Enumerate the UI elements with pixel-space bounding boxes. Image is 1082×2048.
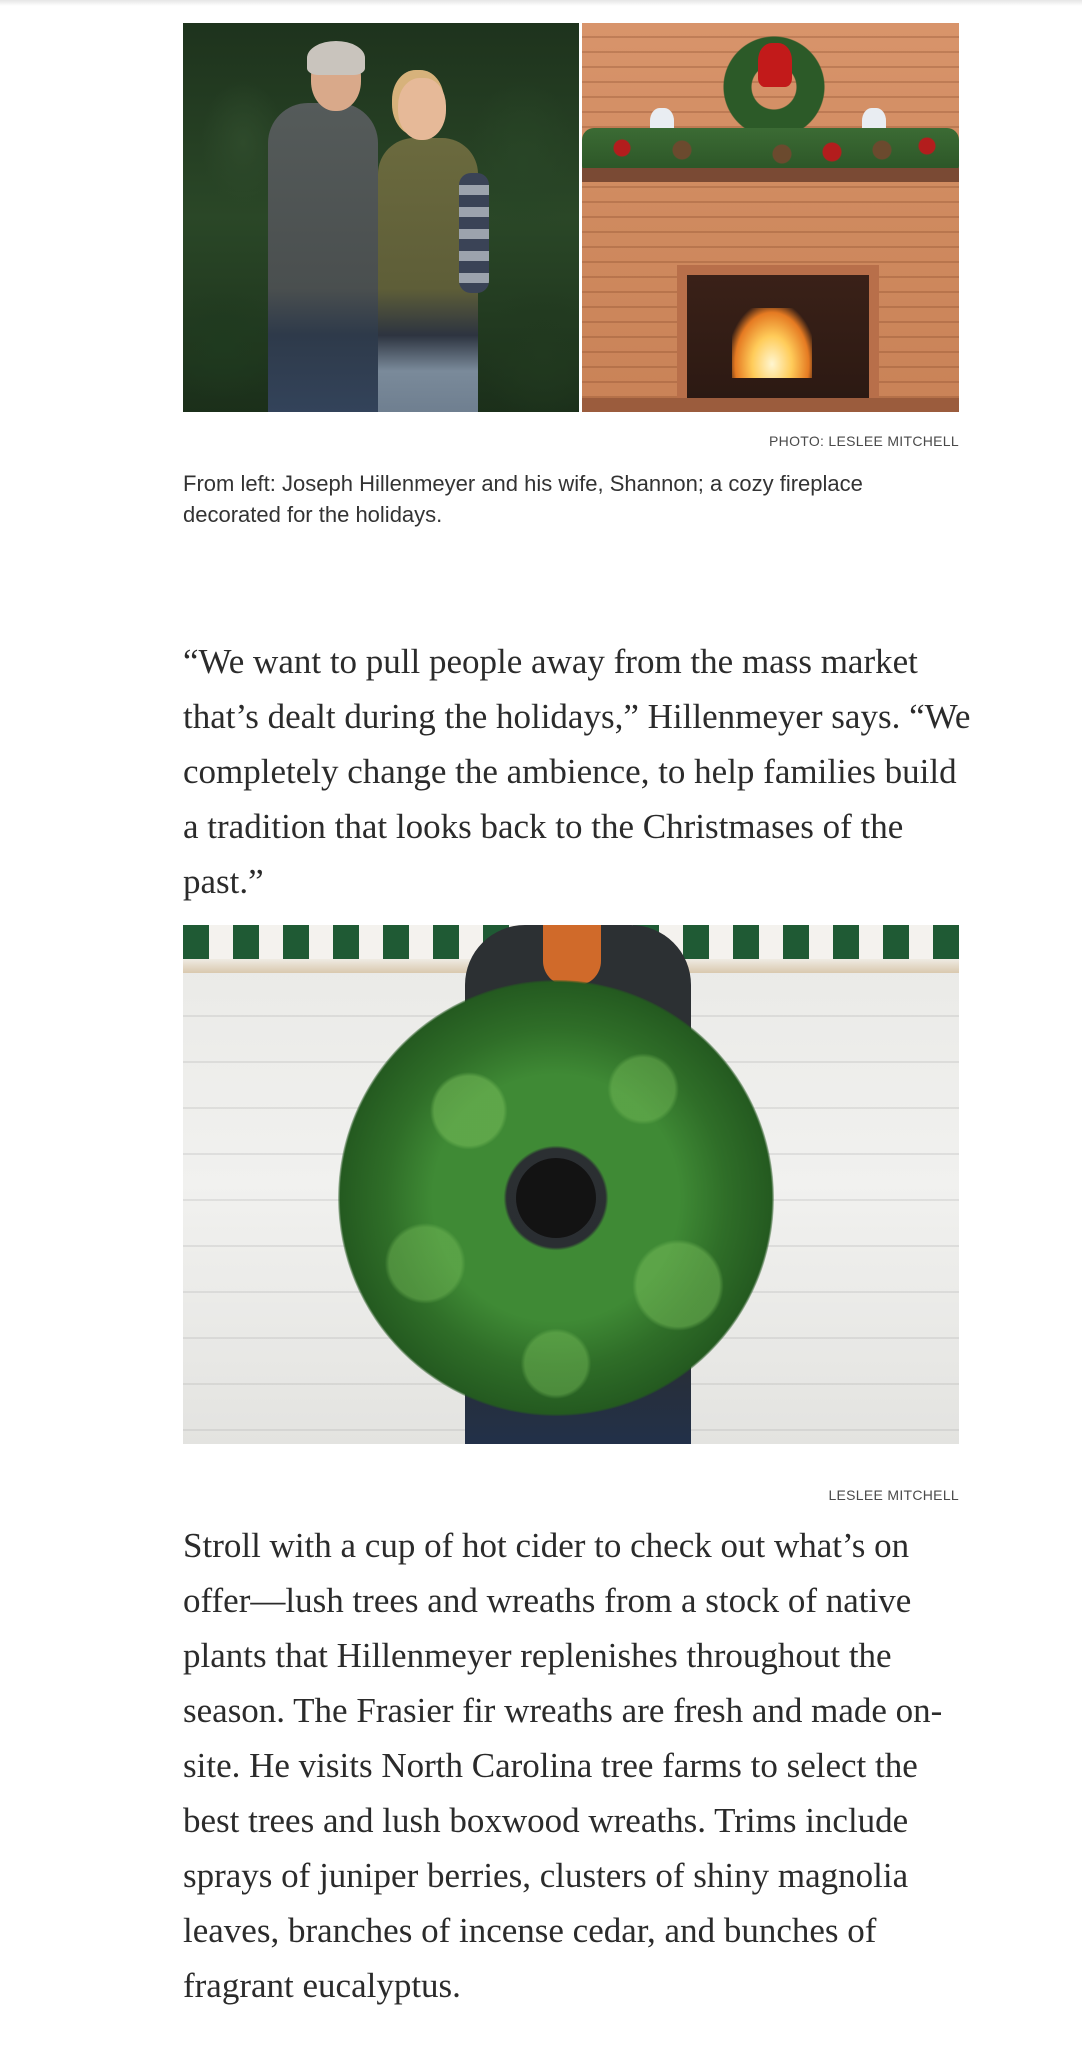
photo-pair [183,23,959,412]
wreath-figure [183,925,959,1504]
person-shannon-head [398,78,446,140]
red-bow [758,43,792,87]
couple-photo [183,23,579,412]
body-paragraph: Stroll with a cup of hot cider to check out what’s on offer—lush trees and wreaths from a stock of native plants that Hillenmeyer replenishes throughout the season. The Frasier fir wreaths are fresh and made on-site. He visits North Carolina tree farms to select the best trees and lush boxwood wreaths. Trims include sprays of juniper berries, clusters of shiny magnolia leaves, branches of incense cedar, and bunches of fragrant eucalyptus. [183,1526,943,2005]
person-joseph [268,103,378,412]
quote-paragraph: “We want to pull people away from the mass market that’s dealt during the holidays,” Hillenmeyer says. “We completely change the ambience, to help families build a tradition that looks back to the Christmases of the past.” [183,642,971,901]
knit-hat [307,41,365,75]
wreath-photo [183,925,959,1444]
article-body [183,23,971,2048]
orange-scarf [543,925,601,985]
top-shadow [0,0,1082,6]
fire [732,308,812,378]
hearth [582,398,959,412]
mantel-shelf [582,168,959,182]
wreath-center [516,1158,596,1238]
wreath-photo-credit: LESLEE MITCHELL [828,1487,959,1503]
striped-sleeve [459,173,489,293]
photo-credit: PHOTO: LESLEE MITCHELL [769,433,959,449]
photo-caption: From left: Joseph Hillenmeyer and his wife, Shannon; a cozy fireplace decorated for the holidays. [183,471,863,527]
photo-pair-figure [183,23,959,530]
fireplace-photo [582,23,959,412]
